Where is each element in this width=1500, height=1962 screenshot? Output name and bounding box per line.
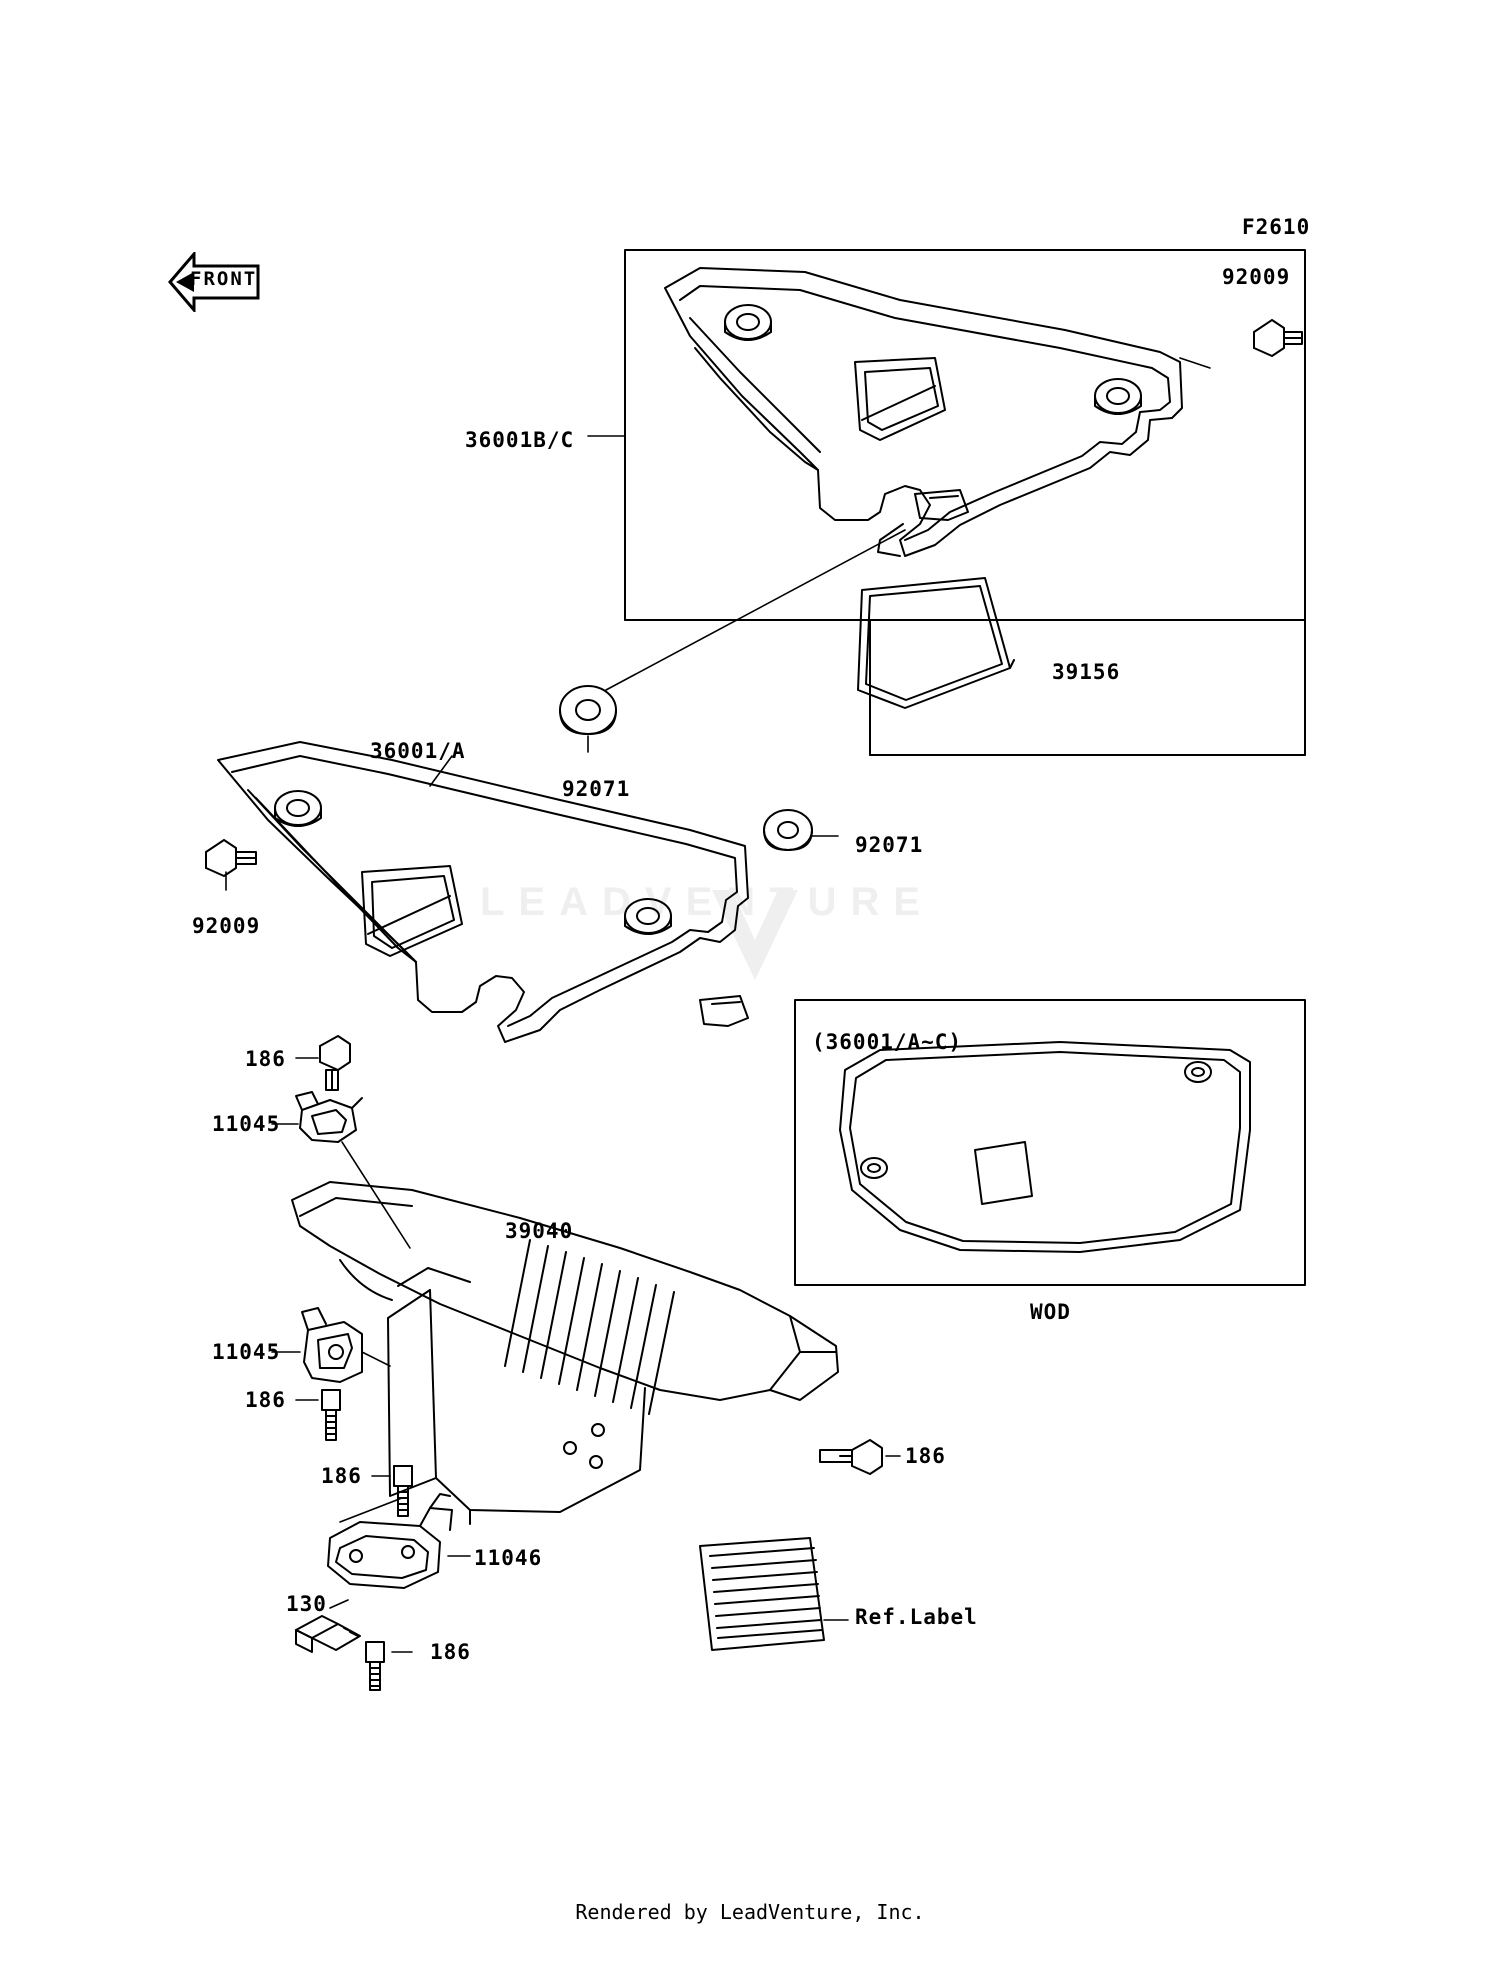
footer-credit: Rendered by LeadVenture, Inc. [575,1900,925,1924]
callout-36001bc[interactable]: 36001B/C [465,428,575,452]
callout-92009-left[interactable]: 92009 [192,914,261,938]
callout-11045-lower[interactable]: 11045 [212,1340,281,1364]
callout-186-e[interactable]: 186 [430,1640,471,1664]
watermark-text: LEADVENTURE [480,880,935,924]
callout-92071-upper[interactable]: 92071 [562,777,631,801]
wod-caption: WOD [1030,1300,1071,1324]
callout-36001a[interactable]: 36001/A [370,739,466,763]
callout-39040[interactable]: 39040 [505,1219,574,1243]
ref-label-text: Ref.Label [855,1605,978,1629]
inset-title: (36001/A~C) [812,1030,963,1054]
front-label: FRONT [190,268,258,290]
callout-186-d[interactable]: 186 [905,1444,946,1468]
callout-11046[interactable]: 11046 [474,1546,543,1570]
callout-39156[interactable]: 39156 [1052,660,1121,684]
callout-186-b[interactable]: 186 [245,1388,286,1412]
callout-130[interactable]: 130 [286,1592,327,1616]
callout-11045-upper[interactable]: 11045 [212,1112,281,1136]
callout-186-c[interactable]: 186 [321,1464,362,1488]
watermark-logo-icon [700,880,810,990]
callout-186-a[interactable]: 186 [245,1047,286,1071]
section-code: F2610 [1242,215,1311,239]
callout-92071-lower[interactable]: 92071 [855,833,924,857]
callout-92009-upper[interactable]: 92009 [1222,265,1291,289]
